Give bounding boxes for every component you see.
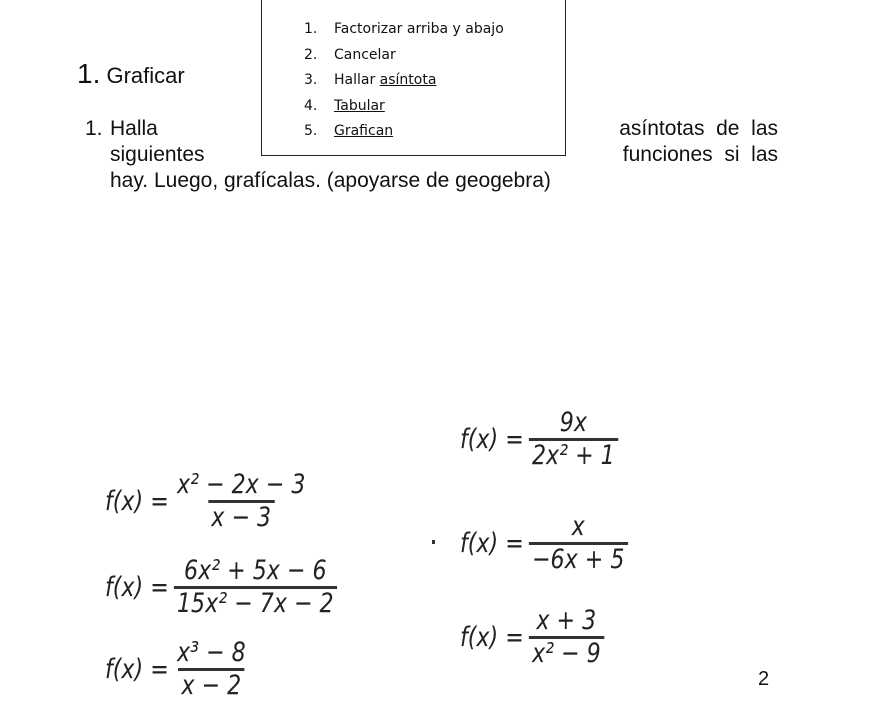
step-number: 3. (304, 72, 318, 88)
formula-4 (460, 408, 618, 471)
numerator: x + 3 (536, 605, 597, 636)
formula-lhs: f(x) = (105, 486, 169, 517)
instruction-line1-left: Halla (110, 117, 158, 140)
bullet-dot (432, 540, 435, 544)
formula-lhs: f(x) = (460, 424, 524, 455)
step-number: 1. (304, 21, 318, 37)
formula-lhs: f(x) = (105, 654, 169, 685)
step-link[interactable]: Tabular (334, 97, 385, 114)
page-number: 2 (758, 668, 770, 690)
formula-5 (460, 512, 628, 575)
formula-lhs: f(x) = (460, 622, 524, 653)
step-text: Hallar (334, 72, 380, 88)
instruction-line2-left: siguientes (110, 143, 205, 166)
denominator: x − 2 (178, 668, 244, 701)
denominator: 2x² + 1 (529, 438, 618, 471)
step-number: 5. (304, 123, 318, 139)
denominator: x² − 9 (529, 636, 604, 669)
formula-2 (105, 556, 337, 619)
numerator: 6x² + 5x − 6 (184, 555, 327, 586)
step-item (304, 121, 504, 147)
denominator: −6x + 5 (529, 542, 628, 575)
step-number: 2. (304, 46, 318, 63)
step-item (304, 45, 504, 71)
heading-number: 1. (77, 58, 101, 89)
step-text: Cancelar (334, 46, 396, 63)
step-item (304, 96, 504, 122)
formula-lhs: f(x) = (105, 572, 169, 603)
step-text: Factorizar arriba y abajo (334, 21, 504, 37)
numerator: 9x (559, 407, 587, 438)
denominator: x − 3 (208, 500, 274, 533)
step-number: 4. (304, 97, 318, 114)
step-link[interactable]: Grafican (334, 123, 394, 139)
denominator: 15x² − 7x − 2 (174, 586, 337, 619)
section-heading (77, 58, 185, 90)
numerator: x² − 2x − 3 (176, 469, 306, 500)
numerator: x³ − 8 (176, 637, 246, 668)
step-link[interactable]: asíntota (379, 72, 437, 88)
formula-1 (105, 470, 309, 533)
instruction-number: 1. (85, 117, 103, 140)
step-item (304, 70, 504, 96)
step-item (304, 19, 504, 45)
formula-6 (460, 606, 604, 669)
heading-label: Graficar (106, 63, 185, 88)
numerator: x (571, 511, 585, 542)
steps-box (261, 0, 566, 156)
formula-3 (105, 638, 249, 701)
formula-lhs: f(x) = (460, 528, 524, 559)
instruction-line2-right: funciones si las (622, 143, 778, 166)
instruction-line1-right: asíntotas de las (619, 117, 778, 140)
instruction-line3: hay. Luego, grafícalas. (apoyarse de geogebra) (110, 169, 551, 192)
